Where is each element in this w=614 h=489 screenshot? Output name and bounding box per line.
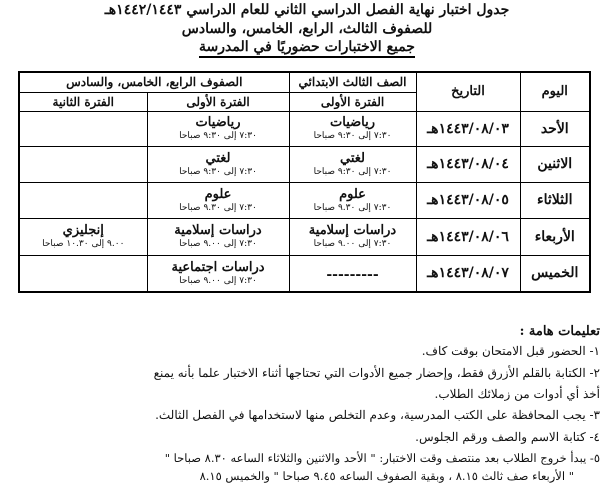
subject-label: رياضيات	[195, 115, 241, 130]
date-cell: ١٤٤٣/٠٨/٠٣هـ	[416, 111, 520, 146]
grades456-period1-cell	[147, 111, 289, 146]
day-cell: الخميس	[520, 255, 590, 292]
title-line-2: للصفوف الثالث، الرابع، الخامس، والسادس	[181, 21, 433, 37]
header-grades456: الصفوف الرابع، الخامس، والسادس	[19, 72, 289, 92]
grades456-period1-cell	[147, 218, 289, 255]
date-cell: ١٤٤٣/٠٨/٠٥هـ	[416, 182, 520, 218]
title-line-1: جدول اختبار نهاية الفصل الدراسي الثاني للعام الدراسي ١٤٤٢/١٤٤٣هـ	[104, 2, 510, 18]
instruction-item: " الأربعاء صف ثالث ٨.١٥ ، وبقية الصفوف الساعه ٩.٤٥ صباحا " والخميس ٨.١٥	[199, 469, 574, 483]
table-row	[19, 182, 590, 218]
table-row	[19, 146, 590, 182]
day-cell: الاثنين	[520, 146, 590, 182]
grade3-cell	[289, 218, 416, 255]
time-label: ٧:٣٠ إلى ٩:٣٠ صباحا	[313, 131, 392, 141]
grades456-period2-cell	[19, 146, 147, 182]
grades456-period1-cell	[147, 146, 289, 182]
header-grade3: الصف الثالث الابتدائي	[289, 72, 416, 92]
subject-label: إنجليزي	[62, 223, 104, 238]
time-label: ٧:٣٠ إلى ٩:٣٠ صباحا	[179, 166, 257, 177]
time-label: ٧:٣٠ إلى ٩.٣٠ صباحا	[179, 202, 257, 213]
time-label: ٧:٣٠ إلى ٩.٠٠ صباحا	[179, 239, 257, 249]
day-cell: الأربعاء	[520, 218, 590, 255]
grade3-cell	[289, 146, 416, 182]
header-grade3-period1: الفترة الأولى	[289, 92, 416, 111]
instruction-item: ١- الحضور قبل الامتحان بوقت كاف.	[421, 344, 600, 358]
instruction-item: ٣- يجب المحافظة على الكتب المدرسية، وعدم التخلص منها لاستخدامها في الفصل الثالث.	[155, 408, 600, 422]
time-label: ٧:٣٠ إلى ٩.٠٠ صباحا	[179, 275, 257, 286]
grades456-period1-cell	[147, 182, 289, 218]
subject-label: لغتي	[340, 150, 366, 166]
header-date: التاريخ	[416, 72, 520, 111]
subject-label: علوم	[339, 186, 366, 202]
grade3-cell	[289, 182, 416, 218]
instruction-item: ٤- كتابة الاسم والصف ورقم الجلوس.	[415, 430, 600, 444]
time-label: ٧:٣٠ إلى ٩:٣٠ صباحا	[313, 166, 392, 177]
day-cell: الأحد	[520, 111, 590, 146]
instructions-heading: تعليمات هامة :	[519, 324, 600, 339]
grades456-period2-cell	[19, 255, 147, 292]
instruction-item: أخذ أي أدوات من زملائك الطلاب.	[434, 387, 600, 401]
grades456-period2-cell	[19, 182, 147, 218]
grade3-cell	[289, 111, 416, 146]
subject-label: لغتي	[205, 150, 231, 166]
table-row	[19, 218, 590, 255]
grades456-period1-cell	[147, 255, 289, 292]
table-row	[19, 111, 590, 146]
empty-dash: ---------	[326, 266, 379, 283]
header-grades456-period2: الفترة الثانية	[19, 92, 147, 111]
time-label: ٧:٣٠ إلى ٩:٣٠ صباحا	[179, 131, 257, 141]
subject-label: دراسات اجتماعية	[171, 259, 265, 275]
schedule-table	[18, 71, 591, 293]
time-label: ٧:٣٠ إلى ٩.٠٠ صباحا	[313, 239, 392, 249]
table-row	[19, 255, 590, 292]
instruction-item: ٥- يبدأ خروج الطلاب بعد منتصف وقت الاختبار: " الأحد والاثنين والثلاثاء الساعه ٨.٣٠ صباحا "	[164, 451, 600, 465]
title-line-3-text: جميع الاختبارات حضوريًا في المدرسة	[199, 39, 415, 58]
subject-label: علوم	[204, 186, 232, 202]
subject-label: دراسات إسلامية	[174, 223, 262, 238]
time-label: ٧:٣٠ إلى ٩.٣٠ صباحا	[313, 202, 392, 213]
subject-label: رياضيات	[330, 115, 376, 130]
instruction-item: ٢- الكتابة بالقلم الأزرق فقط، وإحضار جميع الأدوات التي تحتاجها أثناء الاختبار علما بأنه يمنع	[153, 366, 600, 380]
date-cell: ١٤٤٣/٠٨/٠٤هـ	[416, 146, 520, 182]
grade3-cell	[289, 255, 416, 292]
grades456-period2-cell	[19, 111, 147, 146]
day-cell: الثلاثاء	[520, 182, 590, 218]
time-label: ٩.٠٠ إلى ١٠.٣٠ صباحا	[42, 239, 125, 249]
title-line-3	[0, 39, 614, 55]
date-cell: ١٤٤٣/٠٨/٠٦هـ	[416, 218, 520, 255]
header-grades456-period1: الفترة الأولى	[147, 92, 289, 111]
date-cell: ١٤٤٣/٠٨/٠٧هـ	[416, 255, 520, 292]
subject-label: دراسات إسلامية	[308, 223, 397, 238]
header-day: اليوم	[520, 72, 590, 111]
grades456-period2-cell	[19, 218, 147, 255]
